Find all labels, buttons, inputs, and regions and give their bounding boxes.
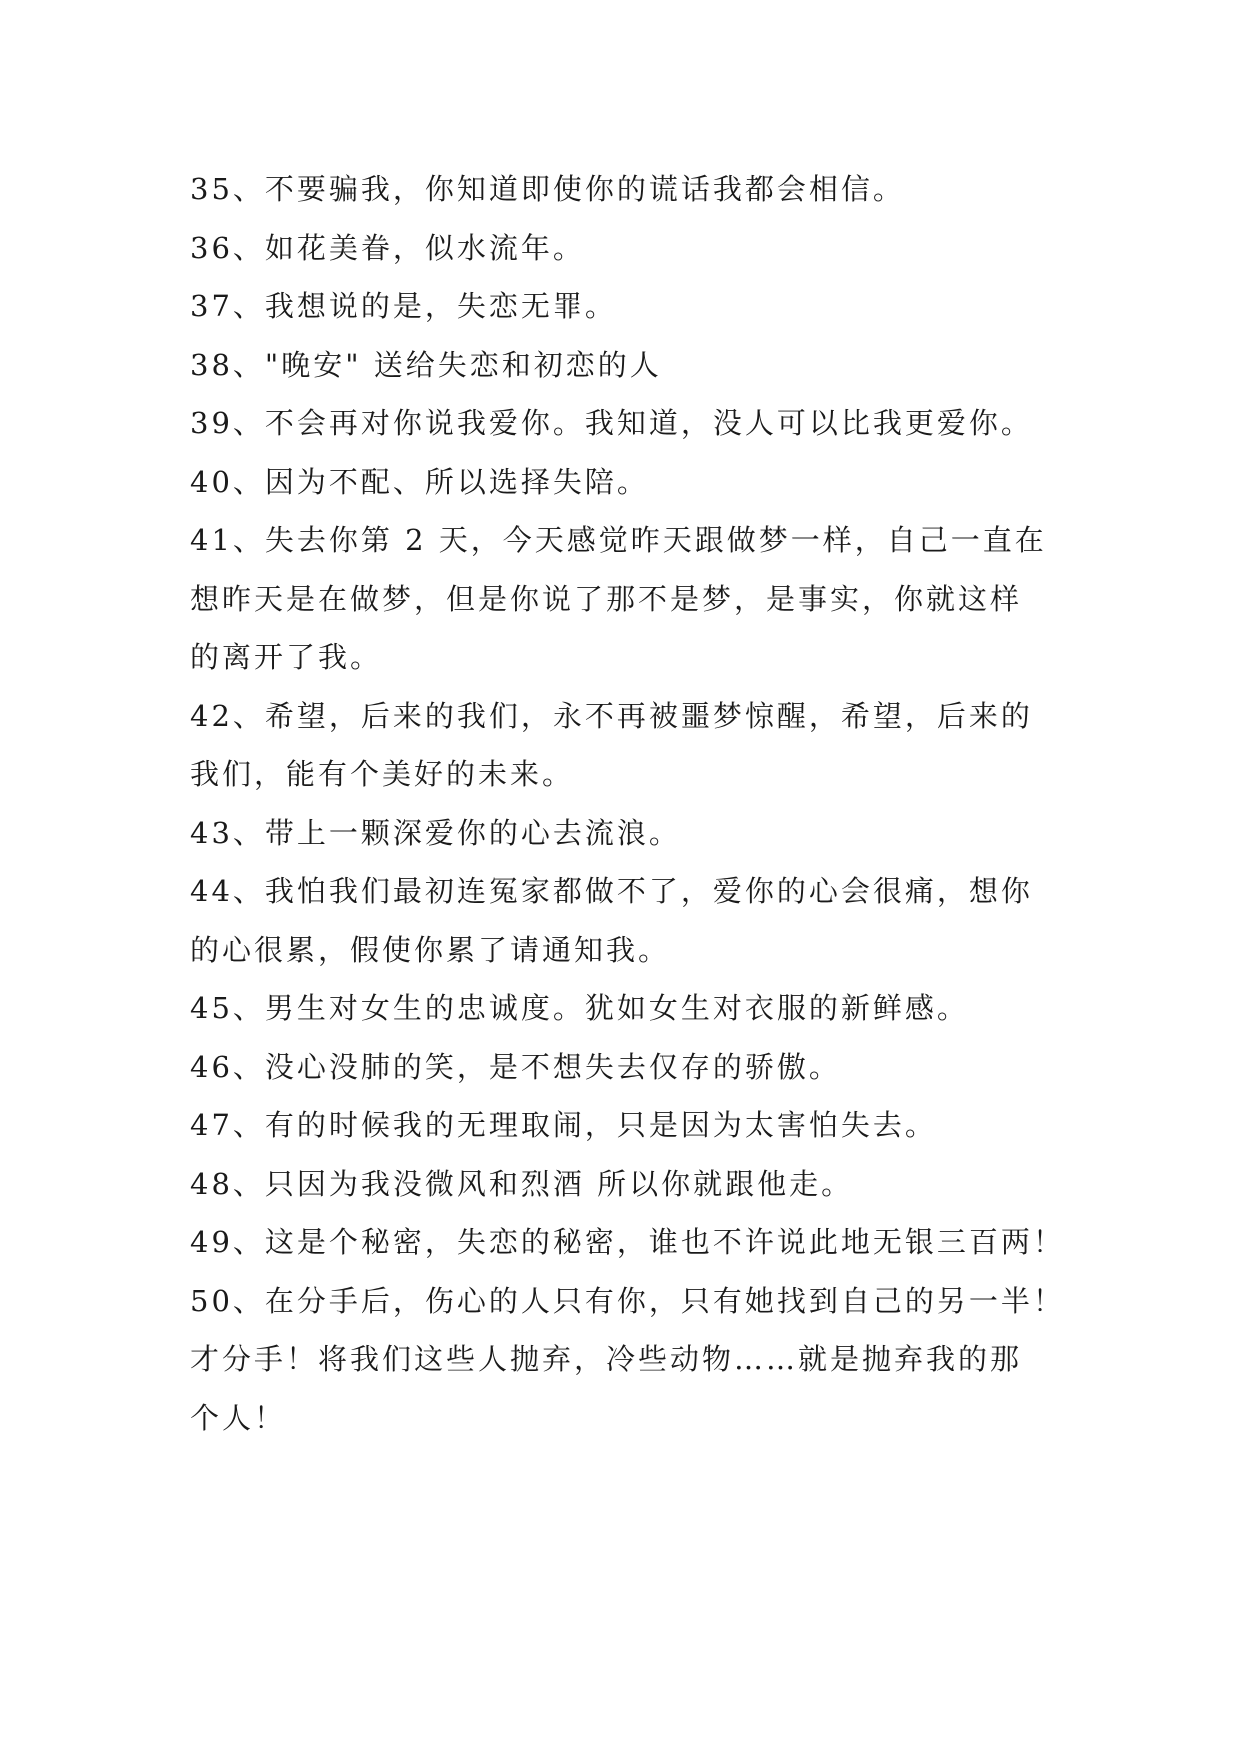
- text-line: 48、只因为我没微风和烈酒 所以你就跟他走。: [190, 1166, 854, 1201]
- text-line: 37、我想说的是，失恋无罪。: [190, 289, 617, 323]
- text-line: 49、这是个秘密，失恋的秘密，谁也不许说此地无银三百两！: [190, 1225, 1065, 1259]
- text-line: 45、男生对女生的忠诚度。犹如女生对衣服的新鲜感。: [190, 991, 969, 1025]
- text-line: 44、我怕我们最初连冤家都做不了，爱你的心会很痛，想你: [190, 874, 1033, 908]
- text-line: 的离开了我。: [190, 640, 383, 674]
- text-line: 我们，能有个美好的未来。: [190, 757, 575, 791]
- text-line: 43、带上一颗深爱你的心去流浪。: [190, 815, 681, 850]
- text-line: 才分手！将我们这些人抛弃，冷些动物……就是抛弃我的那: [190, 1342, 1023, 1376]
- text-line: 39、不会再对你说我爱你。我知道，没人可以比我更爱你。: [190, 406, 1033, 440]
- text-line: 42、希望，后来的我们，永不再被噩梦惊醒，希望，后来的: [190, 698, 1033, 733]
- text-line: 的心很累，假使你累了请通知我。: [190, 932, 671, 967]
- text-line: 想昨天是在做梦，但是你说了那不是梦，是事实，你就这样: [190, 581, 1023, 616]
- text-line: 47、有的时候我的无理取闹，只是因为太害怕失去。: [190, 1108, 937, 1142]
- text-line: 个人！: [190, 1400, 287, 1435]
- text-line: 36、如花美眷，似水流年。: [190, 230, 585, 265]
- text-line: 41、失去你第 2 天，今天感觉昨天跟做梦一样，自己一直在: [190, 523, 1047, 557]
- document-body: [190, 160, 1070, 1447]
- text-line: 50、在分手后，伤心的人只有你，只有她找到自己的另一半！: [190, 1283, 1065, 1318]
- text-line: 38、"晚安" 送给失恋和初恋的人: [190, 347, 662, 382]
- text-line: 46、没心没肺的笑，是不想失去仅存的骄傲。: [190, 1049, 841, 1084]
- text-line: 40、因为不配、所以选择失陪。: [190, 464, 649, 499]
- text-line: 35、不要骗我，你知道即使你的谎话我都会相信。: [190, 172, 905, 206]
